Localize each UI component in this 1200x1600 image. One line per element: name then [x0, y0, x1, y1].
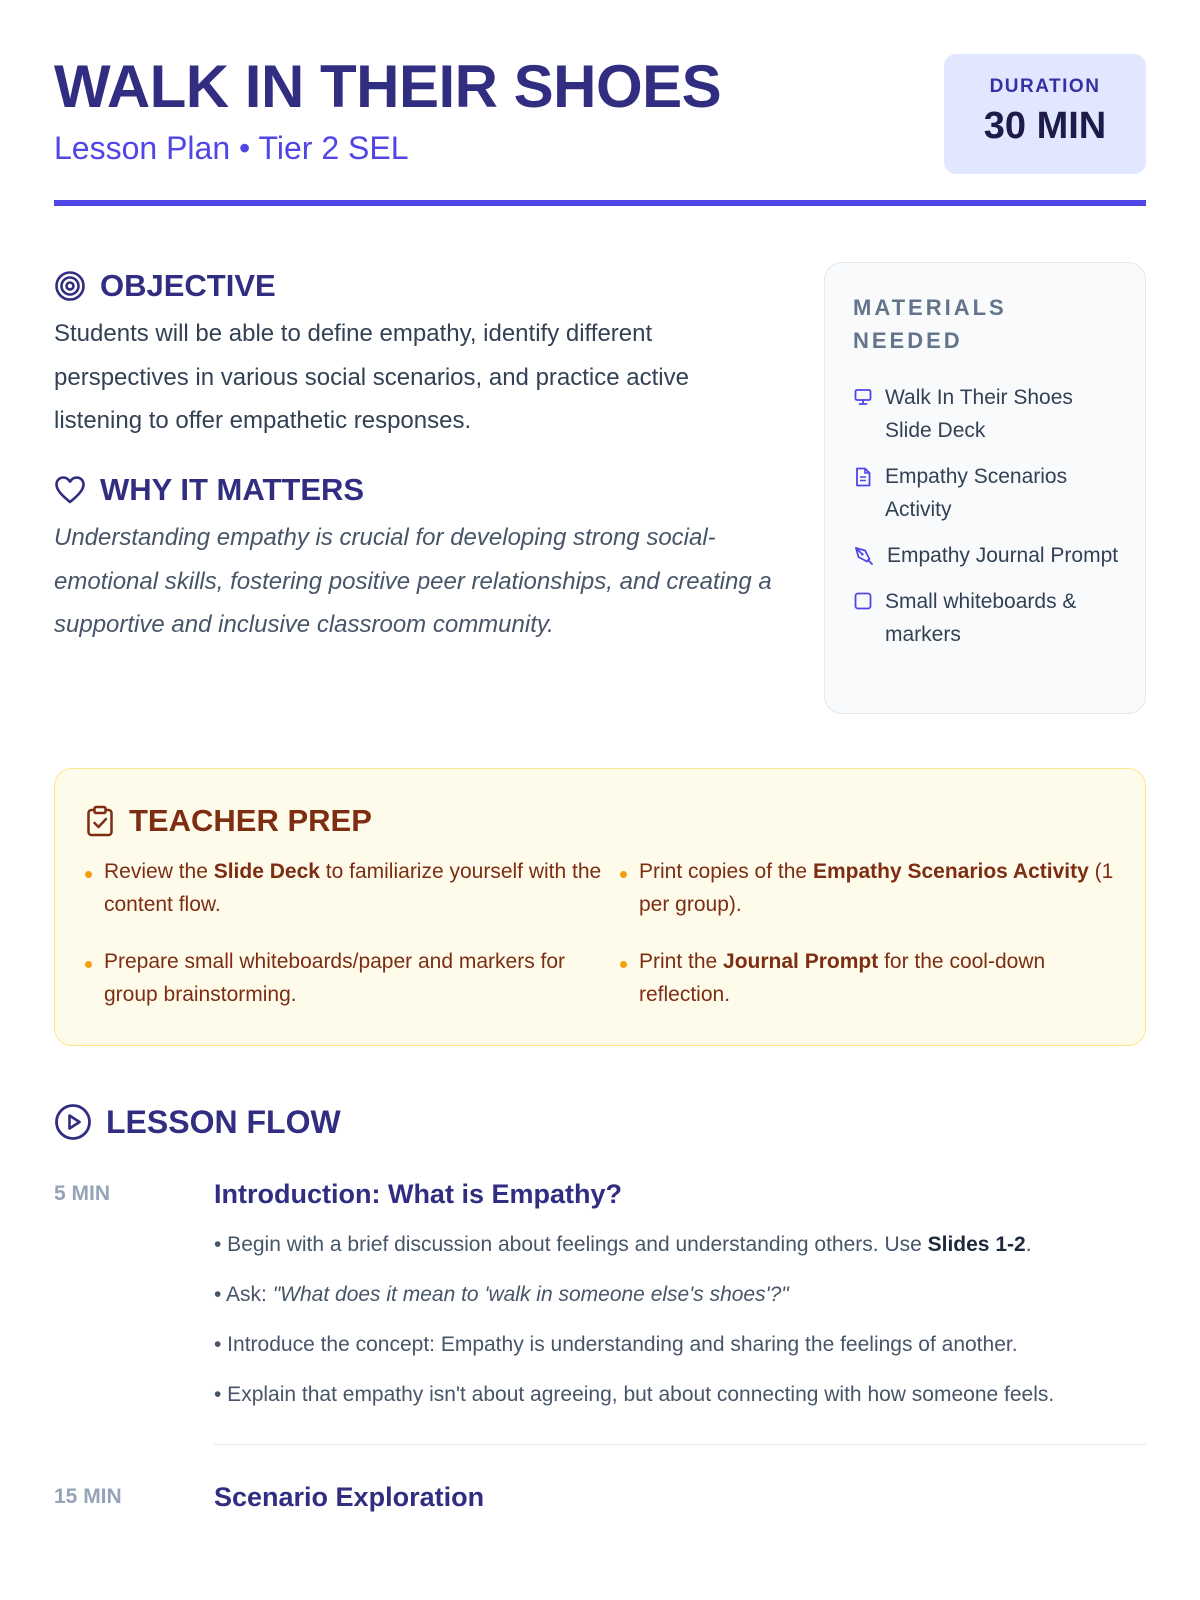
step-time: 15 MIN [54, 1485, 122, 1508]
document-icon [853, 466, 873, 488]
prep-item: Review the Slide Deck to familiarize yourself with the content flow. [85, 855, 620, 921]
header [54, 0, 1146, 206]
duration-label: DURATION [989, 76, 1101, 97]
prep-item: Print copies of the Empathy Scenarios Activity (1 per group). [620, 855, 1140, 921]
material-item [853, 539, 1119, 572]
material-item [853, 585, 1119, 651]
material-item [853, 460, 1119, 526]
step-divider [214, 1444, 1146, 1445]
lesson-step [54, 1172, 1146, 1414]
page-subtitle: Lesson Plan • Tier 2 SEL [54, 130, 409, 166]
objective-section [54, 266, 774, 443]
why-heading: WHY IT MATTERS [100, 472, 365, 507]
material-label: Empathy Scenarios Activity [885, 465, 1068, 521]
lesson-step [54, 1475, 1146, 1519]
material-label: Small whiteboards & markers [885, 590, 1077, 646]
square-icon [853, 591, 873, 611]
clipboard-check-icon [85, 805, 115, 837]
play-circle-icon [54, 1103, 92, 1141]
bullet-dot [85, 961, 92, 968]
lesson-flow-section [54, 1102, 1146, 1519]
step-bullet: • Begin with a brief discussion about feelings and understanding others. Use Slides 1-2. [214, 1233, 1032, 1256]
bullet-dot [620, 961, 627, 968]
objective-text: Students will be able to define empathy, identify different perspectives in various social scenarios, and practice active listening to offer empathetic responses. [54, 320, 689, 434]
material-label: Walk In Their Shoes Slide Deck [885, 386, 1073, 442]
bullet-dot [620, 871, 627, 878]
step-bullet: • Explain that empathy isn't about agreeing, but about connecting with how someone feels. [214, 1383, 1055, 1406]
why-text: Understanding empathy is crucial for developing strong social-emotional skills, fostering positive peer relationships, and creating a supportive and inclusive classroom community. [54, 524, 772, 638]
step-title: Introduction: What is Empathy? [214, 1179, 622, 1209]
lesson-flow-heading: LESSON FLOW [106, 1104, 341, 1140]
teacher-prep-list [85, 855, 1115, 1011]
material-label: Empathy Journal Prompt [887, 544, 1119, 567]
teacher-prep-heading: TEACHER PREP [129, 803, 372, 838]
step-time: 5 MIN [54, 1182, 111, 1205]
bullet-dot [85, 871, 92, 878]
step-title: Scenario Exploration [214, 1482, 485, 1512]
materials-list [853, 381, 1119, 651]
step-bullets [214, 1226, 1146, 1414]
duration-value: 30 MIN [983, 105, 1107, 147]
step-bullet: • Ask: "What does it mean to 'walk in someone else's shoes'?" [214, 1283, 789, 1306]
presentation-icon [853, 387, 873, 407]
pen-icon [853, 545, 875, 567]
why-section [54, 470, 774, 647]
duration-badge [944, 54, 1146, 174]
prep-item: Prepare small whiteboards/paper and markers for group brainstorming. [85, 945, 620, 1011]
materials-card [824, 262, 1146, 714]
teacher-prep-section [54, 768, 1146, 1046]
target-icon [54, 270, 86, 302]
step-bullet: • Introduce the concept: Empathy is understanding and sharing the feelings of another. [214, 1333, 1018, 1356]
materials-heading: MATERIALS NEEDED [853, 295, 1007, 353]
objective-heading: OBJECTIVE [100, 268, 276, 303]
page-title: WALK IN THEIR SHOES [54, 53, 722, 120]
heart-icon [54, 475, 86, 505]
material-item [853, 381, 1119, 447]
prep-item: Print the Journal Prompt for the cool-down reflection. [620, 945, 1140, 1011]
